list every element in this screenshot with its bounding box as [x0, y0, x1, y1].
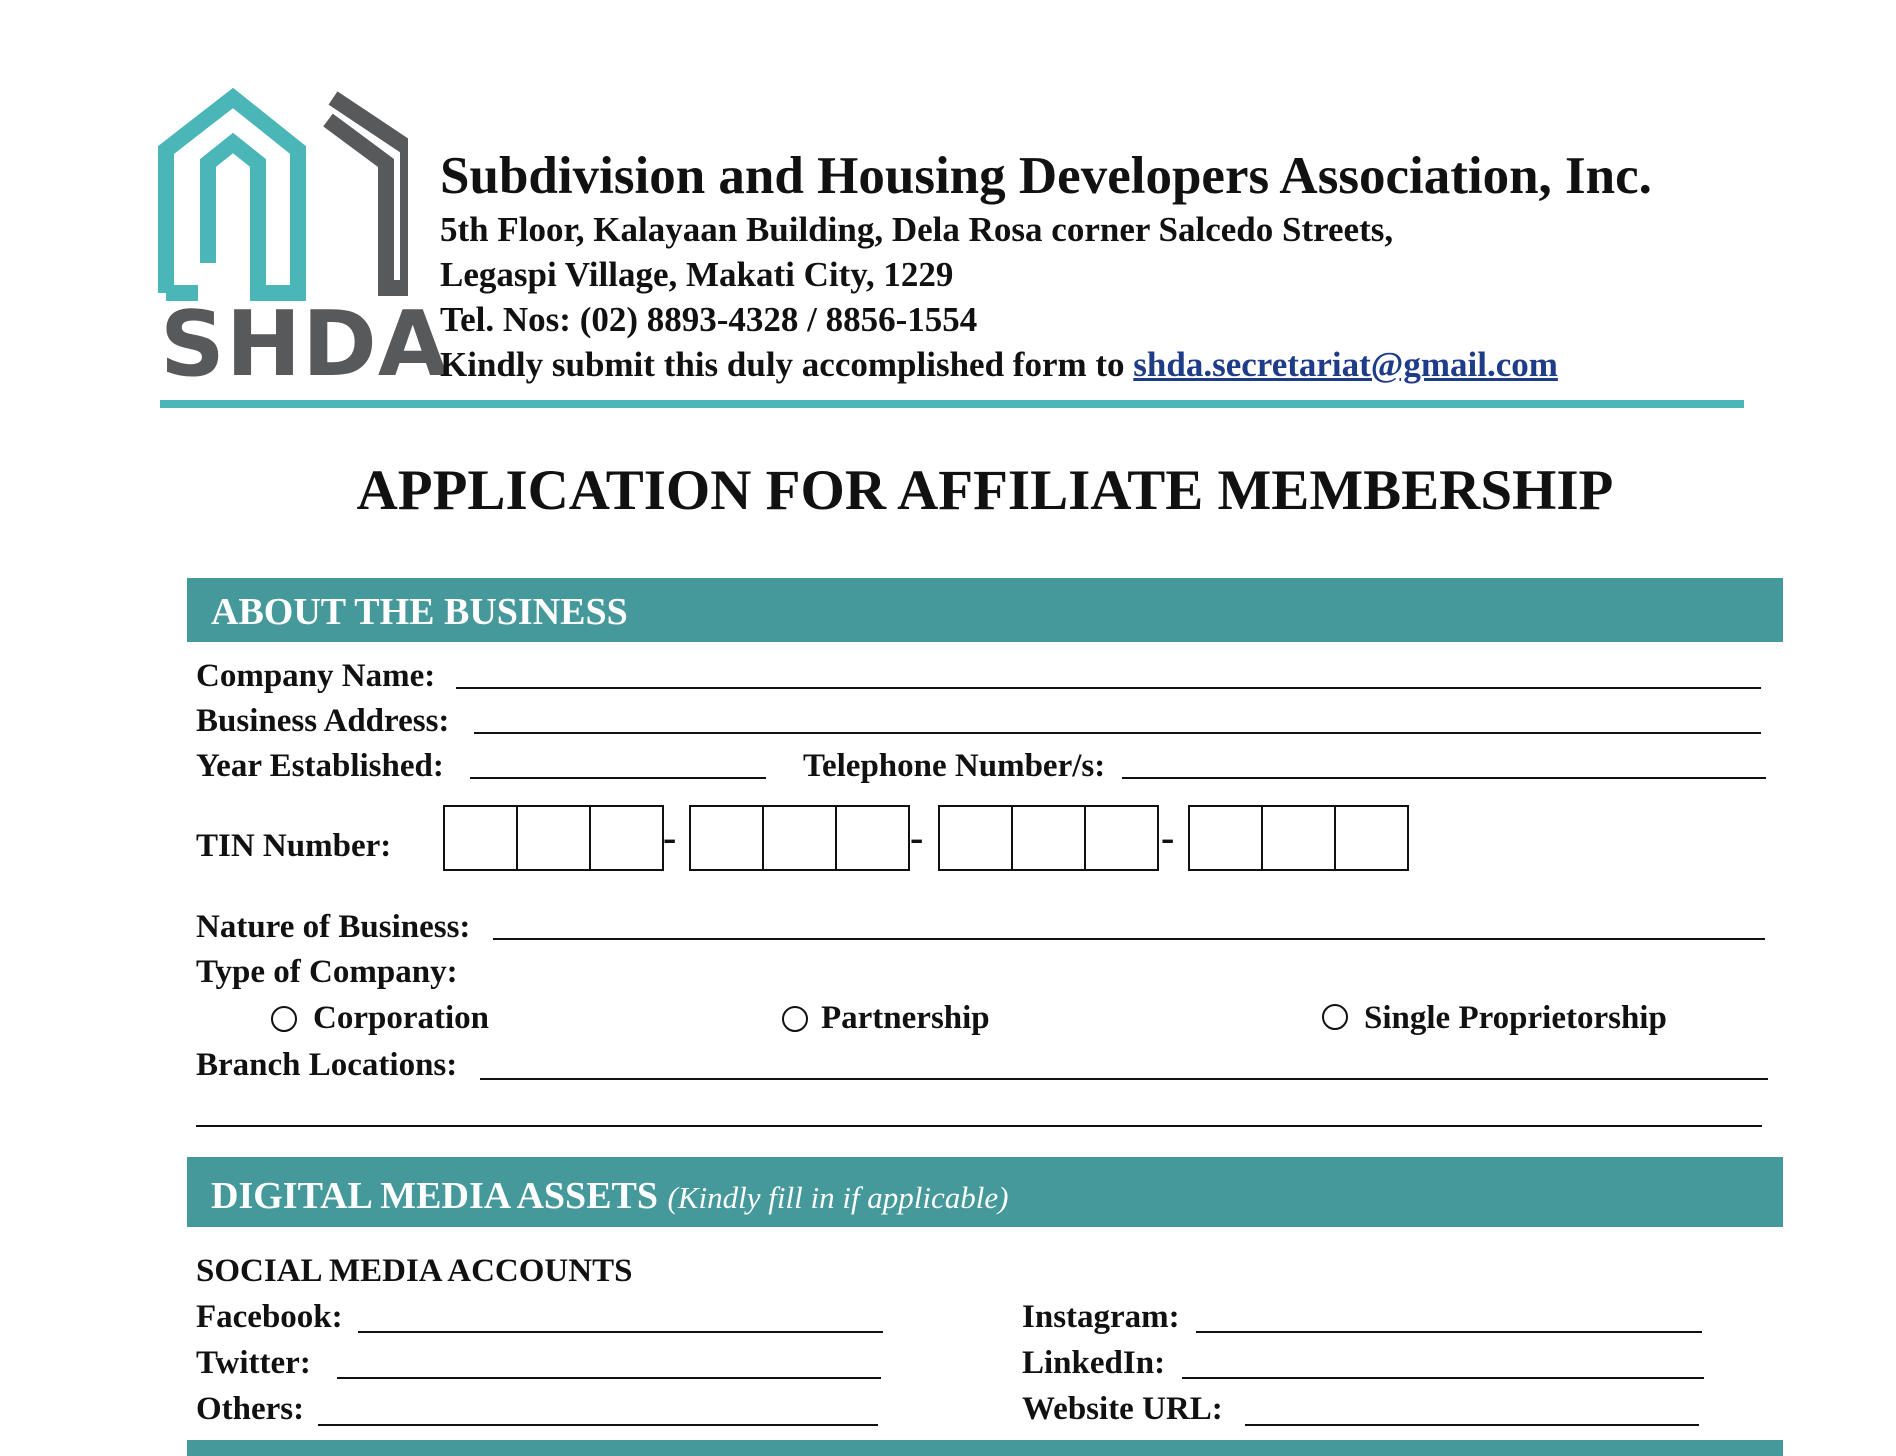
tin-group-4	[1188, 805, 1409, 869]
tin-digit-box[interactable]	[837, 805, 910, 871]
radio-single-proprietorship[interactable]	[1322, 1004, 1348, 1030]
year-established-label: Year Established:	[196, 748, 444, 784]
branch-locations-field-2[interactable]	[196, 1125, 1762, 1127]
tin-digit-box[interactable]	[1336, 805, 1409, 871]
option-partnership-label: Partnership	[821, 1000, 990, 1036]
telephone-label: Telephone Number/s:	[803, 748, 1106, 784]
section-header-digital	[187, 1157, 1783, 1227]
header-divider	[160, 400, 1744, 408]
facebook-label: Facebook:	[196, 1299, 343, 1335]
tin-group-2	[689, 805, 910, 869]
business-address-field[interactable]	[474, 732, 1761, 734]
form-title: APPLICATION FOR AFFILIATE MEMBERSHIP	[356, 459, 1614, 522]
company-name-field[interactable]	[456, 687, 1761, 689]
tin-digit-box[interactable]	[518, 805, 591, 871]
tin-digit-box[interactable]	[764, 805, 837, 871]
tin-digit-box[interactable]	[1086, 805, 1159, 871]
section-header-business	[187, 578, 1783, 642]
option-single-proprietorship-label: Single Proprietorship	[1364, 1000, 1667, 1036]
tin-digit-box[interactable]	[689, 805, 764, 871]
section-note-digital: (Kindly fill in if applicable)	[667, 1180, 1009, 1215]
website-url-field[interactable]	[1245, 1424, 1699, 1426]
radio-corporation[interactable]	[271, 1006, 297, 1032]
tin-group-1	[443, 805, 664, 869]
logo-wordmark: SHDA	[160, 292, 449, 397]
twitter-field[interactable]	[337, 1377, 881, 1379]
others-field[interactable]	[318, 1424, 878, 1426]
address-line-1: 5th Floor, Kalayaan Building, Dela Rosa corner Salcedo Streets,	[440, 210, 1394, 249]
tin-digit-box[interactable]	[443, 805, 518, 871]
branch-locations-field[interactable]	[480, 1078, 1768, 1080]
instagram-field[interactable]	[1196, 1331, 1702, 1333]
type-of-company-label: Type of Company:	[196, 954, 458, 990]
company-name-label: Company Name:	[196, 658, 436, 694]
tin-digit-box[interactable]	[1188, 805, 1263, 871]
linkedin-field[interactable]	[1182, 1377, 1704, 1379]
telephone-line: Tel. Nos: (02) 8893-4328 / 8856-1554	[440, 300, 978, 339]
instagram-label: Instagram:	[1022, 1299, 1180, 1335]
next-section-band	[187, 1440, 1783, 1456]
submit-email-link[interactable]: shda.secretariat@gmail.com	[1133, 345, 1558, 384]
submit-prefix: Kindly submit this duly accomplished form to	[440, 345, 1134, 384]
nature-of-business-field[interactable]	[493, 938, 1765, 940]
tin-digit-box[interactable]	[938, 805, 1013, 871]
tin-digit-box[interactable]	[1013, 805, 1086, 871]
others-label: Others:	[196, 1391, 305, 1427]
tin-digit-box[interactable]	[1263, 805, 1336, 871]
section-title-business: ABOUT THE BUSINESS	[211, 591, 628, 633]
submit-instruction	[440, 343, 1558, 387]
social-media-subheading: SOCIAL MEDIA ACCOUNTS	[196, 1253, 633, 1289]
linkedin-label: LinkedIn:	[1022, 1345, 1166, 1381]
branch-locations-label: Branch Locations:	[196, 1047, 458, 1083]
org-name: Subdivision and Housing Developers Association, Inc.	[440, 147, 1652, 205]
tin-separator: -	[663, 815, 677, 860]
tin-separator: -	[910, 815, 924, 860]
radio-partnership[interactable]	[782, 1006, 808, 1032]
tin-separator: -	[1161, 815, 1175, 860]
facebook-field[interactable]	[358, 1331, 883, 1333]
website-url-label: Website URL:	[1022, 1391, 1223, 1427]
business-address-label: Business Address:	[196, 703, 450, 739]
option-corporation-label: Corporation	[313, 1000, 489, 1036]
twitter-label: Twitter:	[196, 1345, 311, 1381]
address-line-2: Legaspi Village, Makati City, 1229	[440, 255, 954, 294]
year-established-field[interactable]	[470, 777, 766, 779]
section-title-digital-text: DIGITAL MEDIA ASSETS	[211, 1175, 659, 1217]
section-title-digital	[211, 1174, 1009, 1220]
tin-label: TIN Number:	[196, 828, 392, 864]
nature-of-business-label: Nature of Business:	[196, 909, 471, 945]
tin-group-3	[938, 805, 1159, 869]
tin-digit-box[interactable]	[591, 805, 664, 871]
telephone-field[interactable]	[1122, 777, 1766, 779]
